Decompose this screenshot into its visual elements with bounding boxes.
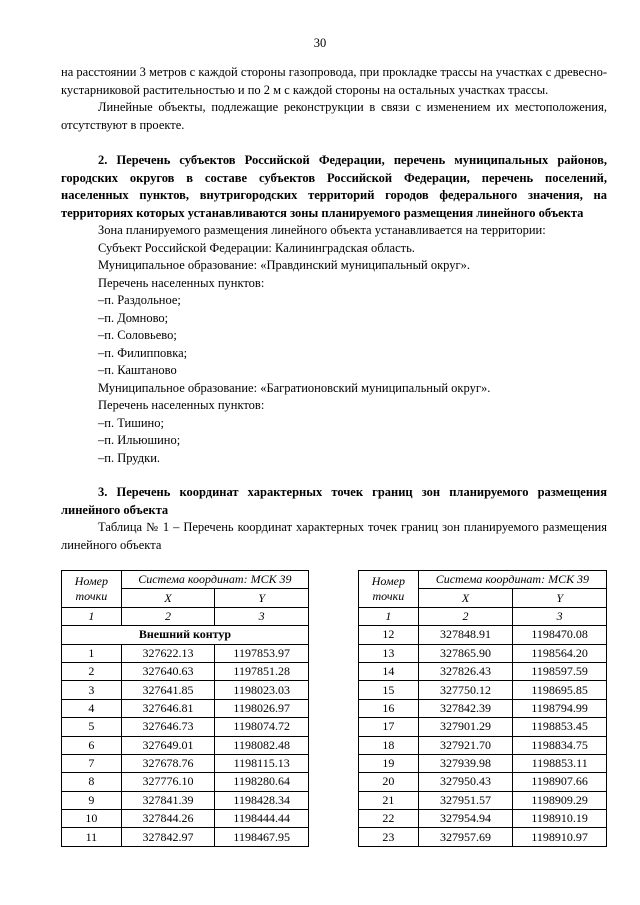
settlement-item: – п. Филипповка;: [61, 345, 607, 363]
document-body: [61, 64, 607, 554]
table-row: [359, 791, 607, 809]
point-number-cell: 2: [62, 662, 122, 680]
x-coordinate-cell: 327844.26: [121, 810, 215, 828]
y-coordinate-cell: 1198910.19: [513, 810, 607, 828]
section-2-heading: 2. Перечень субъектов Российской Федерации, перечень муниципальных районов, городских округов в составе субъектов Российской Федерации, перечень поселений, населенных пунктов, внутригородских территорий городов федерального значения, на территориях которых устанавливаются зоны планируемого размещения линейного объекта: [61, 153, 607, 220]
table-row: [359, 681, 607, 699]
x-coordinate-cell: 327776.10: [121, 773, 215, 791]
point-number-cell: 20: [359, 773, 419, 791]
table-row: [359, 810, 607, 828]
municipality-2-line: Муниципальное образование: «Багратионовский муниципальный округ».: [98, 380, 491, 395]
y-coordinate-cell: 1197853.97: [215, 644, 309, 662]
settlement-item: – п. Соловьево;: [61, 327, 607, 345]
table-row: [359, 644, 607, 662]
header-point-number: Номер точки: [62, 571, 122, 608]
point-number-cell: 15: [359, 681, 419, 699]
table-row: [359, 699, 607, 717]
table-row: [62, 699, 309, 717]
y-coordinate-cell: 1198026.97: [215, 699, 309, 717]
table-row: [62, 662, 309, 680]
table-row: [62, 810, 309, 828]
municipality-1-line: Муниципальное образование: «Правдинский муниципальный округ».: [98, 258, 470, 272]
table-row: [359, 718, 607, 736]
point-number-cell: 17: [359, 718, 419, 736]
x-coordinate-cell: 327842.97: [121, 828, 215, 846]
x-coordinate-cell: 327641.85: [121, 681, 215, 699]
paragraph-linear-objects: Линейные объекты, подлежащие реконструкции в связи с изменением их местоположения, отсутствуют в проекте.: [61, 100, 607, 132]
point-number-cell: 8: [62, 773, 122, 791]
point-number-cell: 10: [62, 810, 122, 828]
settlement-item: – п. Раздольное;: [61, 292, 607, 310]
header-y: Y: [215, 589, 309, 607]
x-coordinate-cell: 327842.39: [418, 699, 513, 717]
point-number-cell: 9: [62, 791, 122, 809]
x-coordinate-cell: 327957.69: [418, 828, 513, 846]
y-coordinate-cell: 1198074.72: [215, 718, 309, 736]
x-coordinate-cell: 327646.81: [121, 699, 215, 717]
point-number-cell: 23: [359, 828, 419, 846]
header-coordinate-system: Система координат: МСК 39: [121, 571, 308, 589]
settlements-1-title: Перечень населенных пунктов:: [98, 275, 265, 290]
column-number-2: 2: [121, 607, 215, 625]
y-coordinate-cell: 1198695.85: [513, 681, 607, 699]
y-coordinate-cell: 1198023.03: [215, 681, 309, 699]
point-number-cell: 7: [62, 754, 122, 772]
point-number-cell: 5: [62, 718, 122, 736]
section-3-heading: 3. Перечень координат характерных точек границ зон планируемого размещения линейного объекта: [61, 485, 607, 517]
table-row: [62, 754, 309, 772]
y-coordinate-cell: 1198910.97: [513, 828, 607, 846]
x-coordinate-cell: 327939.98: [418, 754, 513, 772]
column-number-2: 2: [418, 607, 513, 625]
y-coordinate-cell: 1198834.75: [513, 736, 607, 754]
settlement-item: – п. Тишино;: [61, 415, 607, 433]
y-coordinate-cell: 1198444.44: [215, 810, 309, 828]
settlement-item: – п. Домново;: [61, 310, 607, 328]
table-caption: Таблица № 1 – Перечень координат характерных точек границ зон планируемого размещения линейного объекта: [61, 520, 607, 552]
header-point-number: Номер точки: [359, 571, 419, 608]
point-number-cell: 13: [359, 644, 419, 662]
y-coordinate-cell: 1198280.64: [215, 773, 309, 791]
point-number-cell: 6: [62, 736, 122, 754]
x-coordinate-cell: 327640.63: [121, 662, 215, 680]
point-number-cell: 4: [62, 699, 122, 717]
point-number-cell: 16: [359, 699, 419, 717]
table-row: [359, 736, 607, 754]
federal-subject-line: Субъект Российской Федерации: Калининградская область.: [98, 240, 415, 255]
coordinates-table-left: [61, 570, 309, 847]
page-number: 30: [313, 36, 327, 50]
y-coordinate-cell: 1198428.34: [215, 791, 309, 809]
table-row: [62, 773, 309, 791]
outer-contour-label: Внешний контур: [62, 626, 309, 644]
y-coordinate-cell: 1198794.99: [513, 699, 607, 717]
y-coordinate-cell: 1198853.45: [513, 718, 607, 736]
table-row: [359, 662, 607, 680]
table-row: [359, 754, 607, 772]
y-coordinate-cell: 1198467.95: [215, 828, 309, 846]
table-row: [359, 828, 607, 846]
zone-territory-line: Зона планируемого размещения линейного объекта устанавливается на территории:: [98, 223, 546, 237]
y-coordinate-cell: 1198564.20: [513, 644, 607, 662]
header-y: Y: [513, 589, 607, 607]
x-coordinate-cell: 327622.13: [121, 644, 215, 662]
coordinates-table-right: [358, 570, 607, 847]
y-coordinate-cell: 1198082.48: [215, 736, 309, 754]
table-row: [359, 626, 607, 644]
x-coordinate-cell: 327841.39: [121, 791, 215, 809]
x-coordinate-cell: 327921.70: [418, 736, 513, 754]
settlement-item: – п. Каштаново: [61, 362, 607, 380]
point-number-cell: 22: [359, 810, 419, 828]
header-x: X: [121, 589, 215, 607]
x-coordinate-cell: 327901.29: [418, 718, 513, 736]
column-number-3: 3: [513, 607, 607, 625]
x-coordinate-cell: 327954.94: [418, 810, 513, 828]
point-number-cell: 14: [359, 662, 419, 680]
x-coordinate-cell: 327950.43: [418, 773, 513, 791]
table-row: [62, 736, 309, 754]
x-coordinate-cell: 327826.43: [418, 662, 513, 680]
column-number-1: 1: [62, 607, 122, 625]
y-coordinate-cell: 1198470.08: [513, 626, 607, 644]
y-coordinate-cell: 1198853.11: [513, 754, 607, 772]
column-number-1: 1: [359, 607, 419, 625]
point-number-cell: 12: [359, 626, 419, 644]
y-coordinate-cell: 1197851.28: [215, 662, 309, 680]
x-coordinate-cell: 327646.73: [121, 718, 215, 736]
point-number-cell: 3: [62, 681, 122, 699]
table-row: [62, 828, 309, 846]
point-number-cell: 21: [359, 791, 419, 809]
x-coordinate-cell: 327951.57: [418, 791, 513, 809]
table-row: [62, 791, 309, 809]
settlement-item: – п. Прудки.: [61, 450, 607, 468]
point-number-cell: 19: [359, 754, 419, 772]
header-x: X: [418, 589, 513, 607]
x-coordinate-cell: 327649.01: [121, 736, 215, 754]
x-coordinate-cell: 327750.12: [418, 681, 513, 699]
table-row: [62, 681, 309, 699]
settlements-2-title: Перечень населенных пунктов:: [98, 398, 265, 412]
table-row: [359, 773, 607, 791]
x-coordinate-cell: 327678.76: [121, 754, 215, 772]
point-number-cell: 1: [62, 644, 122, 662]
paragraph-continuation: на расстоянии 3 метров с каждой стороны газопровода, при прокладке трассы на участках с древесно-кустарниковой растительностью и по 2 м с каждой стороны на остальных участках трассы.: [61, 65, 607, 97]
point-number-cell: 11: [62, 828, 122, 846]
point-number-cell: 18: [359, 736, 419, 754]
y-coordinate-cell: 1198597.59: [513, 662, 607, 680]
x-coordinate-cell: 327848.91: [418, 626, 513, 644]
header-coordinate-system: Система координат: МСК 39: [418, 571, 606, 589]
y-coordinate-cell: 1198909.29: [513, 791, 607, 809]
x-coordinate-cell: 327865.90: [418, 644, 513, 662]
y-coordinate-cell: 1198907.66: [513, 773, 607, 791]
table-row: [62, 718, 309, 736]
column-number-3: 3: [215, 607, 309, 625]
y-coordinate-cell: 1198115.13: [215, 754, 309, 772]
settlement-item: – п. Ильюшино;: [61, 432, 607, 450]
table-row: [62, 644, 309, 662]
